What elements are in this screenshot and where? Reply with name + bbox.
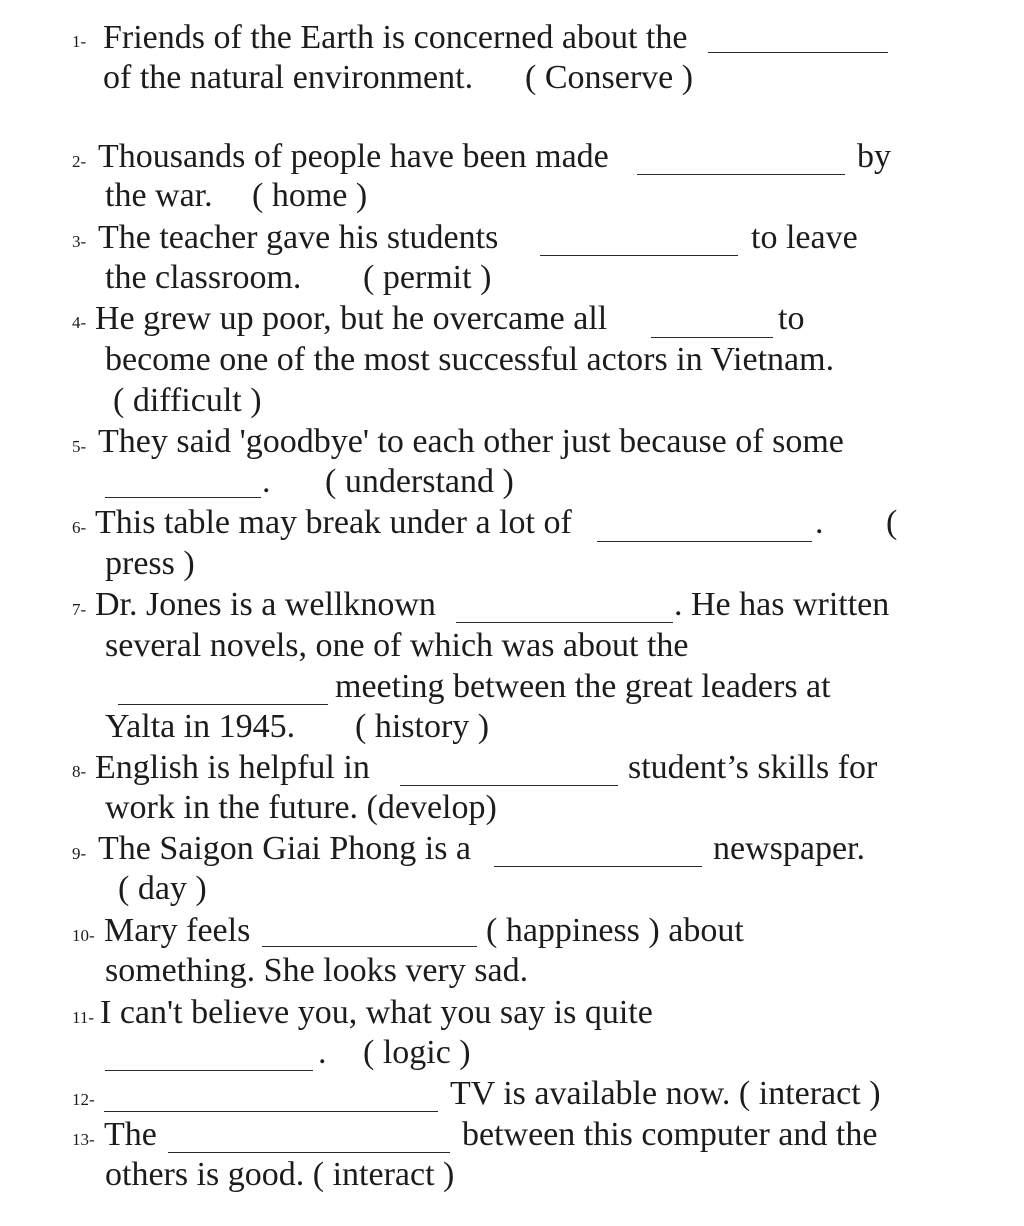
item-text: They said 'goodbye' to each other just because of some: [98, 423, 844, 460]
word-hint: ( day ): [118, 870, 207, 907]
item-text: He grew up poor, but he overcame all: [95, 300, 608, 337]
item-text: newspaper.: [713, 830, 866, 867]
item-text: The: [104, 1116, 157, 1153]
answer-blank[interactable]: [118, 704, 328, 705]
item-number: 9-: [72, 844, 87, 863]
item-text: .: [262, 463, 271, 500]
item-text: work in the future. (develop): [105, 789, 497, 826]
item-text: of the natural environment.: [103, 59, 474, 96]
answer-blank[interactable]: [651, 337, 773, 338]
word-hint: ( Conserve ): [525, 59, 694, 96]
item-text: Dr. Jones is a wellknown: [95, 586, 436, 623]
item-text: the classroom.: [105, 259, 302, 296]
word-hint: ( history ): [355, 708, 490, 745]
item-text: several novels, one of which was about the: [105, 627, 689, 664]
item-text: Thousands of people have been made: [98, 138, 609, 175]
answer-blank[interactable]: [105, 497, 261, 498]
item-text: something. She looks very sad.: [105, 952, 529, 989]
item-number: 1-: [72, 32, 87, 51]
item-text: . He has written: [674, 586, 890, 623]
item-text: by: [857, 138, 891, 175]
answer-blank[interactable]: [597, 541, 812, 542]
item-text: the war.: [105, 177, 213, 214]
item-text: others is good. ( interact ): [105, 1156, 455, 1193]
item-text: to: [778, 300, 805, 337]
answer-blank[interactable]: [168, 1152, 450, 1153]
item-number: 3-: [72, 232, 87, 251]
item-number: 7-: [72, 600, 87, 619]
word-hint: ( home ): [252, 177, 368, 214]
answer-blank[interactable]: [708, 52, 888, 53]
item-text: meeting between the great leaders at: [335, 668, 831, 705]
answer-blank[interactable]: [540, 255, 738, 256]
item-text: to leave: [751, 219, 858, 256]
item-number: 8-: [72, 762, 87, 781]
item-number: 13-: [72, 1130, 95, 1149]
word-hint: (: [886, 504, 898, 541]
item-text: student’s skills for: [628, 749, 878, 786]
word-hint: ( difficult ): [113, 382, 262, 419]
item-text: This table may break under a lot of: [95, 504, 572, 541]
answer-blank[interactable]: [262, 946, 477, 947]
item-number: 4-: [72, 313, 87, 332]
answer-blank[interactable]: [456, 622, 673, 623]
word-hint: press ): [105, 545, 195, 582]
item-text: The teacher gave his students: [98, 219, 499, 256]
word-hint: ( permit ): [363, 259, 492, 296]
item-number: 10-: [72, 926, 95, 945]
answer-blank[interactable]: [494, 866, 702, 867]
item-text: Yalta in 1945.: [105, 708, 296, 745]
item-text: Mary feels: [104, 912, 251, 949]
answer-blank[interactable]: [105, 1070, 313, 1071]
item-number: 11-: [72, 1008, 95, 1027]
item-text: between this computer and the: [462, 1116, 878, 1153]
word-hint: ( happiness ) about: [486, 912, 744, 949]
item-text: I can't believe you, what you say is quite: [100, 994, 653, 1031]
item-text: TV is available now. ( interact ): [450, 1075, 881, 1112]
answer-blank[interactable]: [104, 1111, 438, 1112]
word-hint: ( logic ): [363, 1034, 471, 1071]
item-number: 6-: [72, 518, 87, 537]
answer-blank[interactable]: [637, 174, 845, 175]
item-text: English is helpful in: [95, 749, 370, 786]
item-text: The Saigon Giai Phong is a: [98, 830, 472, 867]
item-text: Friends of the Earth is concerned about the: [103, 19, 688, 56]
item-text: .: [815, 504, 824, 541]
word-hint: ( understand ): [325, 463, 514, 500]
answer-blank[interactable]: [400, 785, 618, 786]
item-text: become one of the most successful actors in Vietnam.: [105, 341, 835, 378]
item-number: 2-: [72, 152, 87, 171]
item-text: .: [318, 1034, 327, 1071]
item-number: 5-: [72, 437, 87, 456]
item-number: 12-: [72, 1090, 95, 1109]
